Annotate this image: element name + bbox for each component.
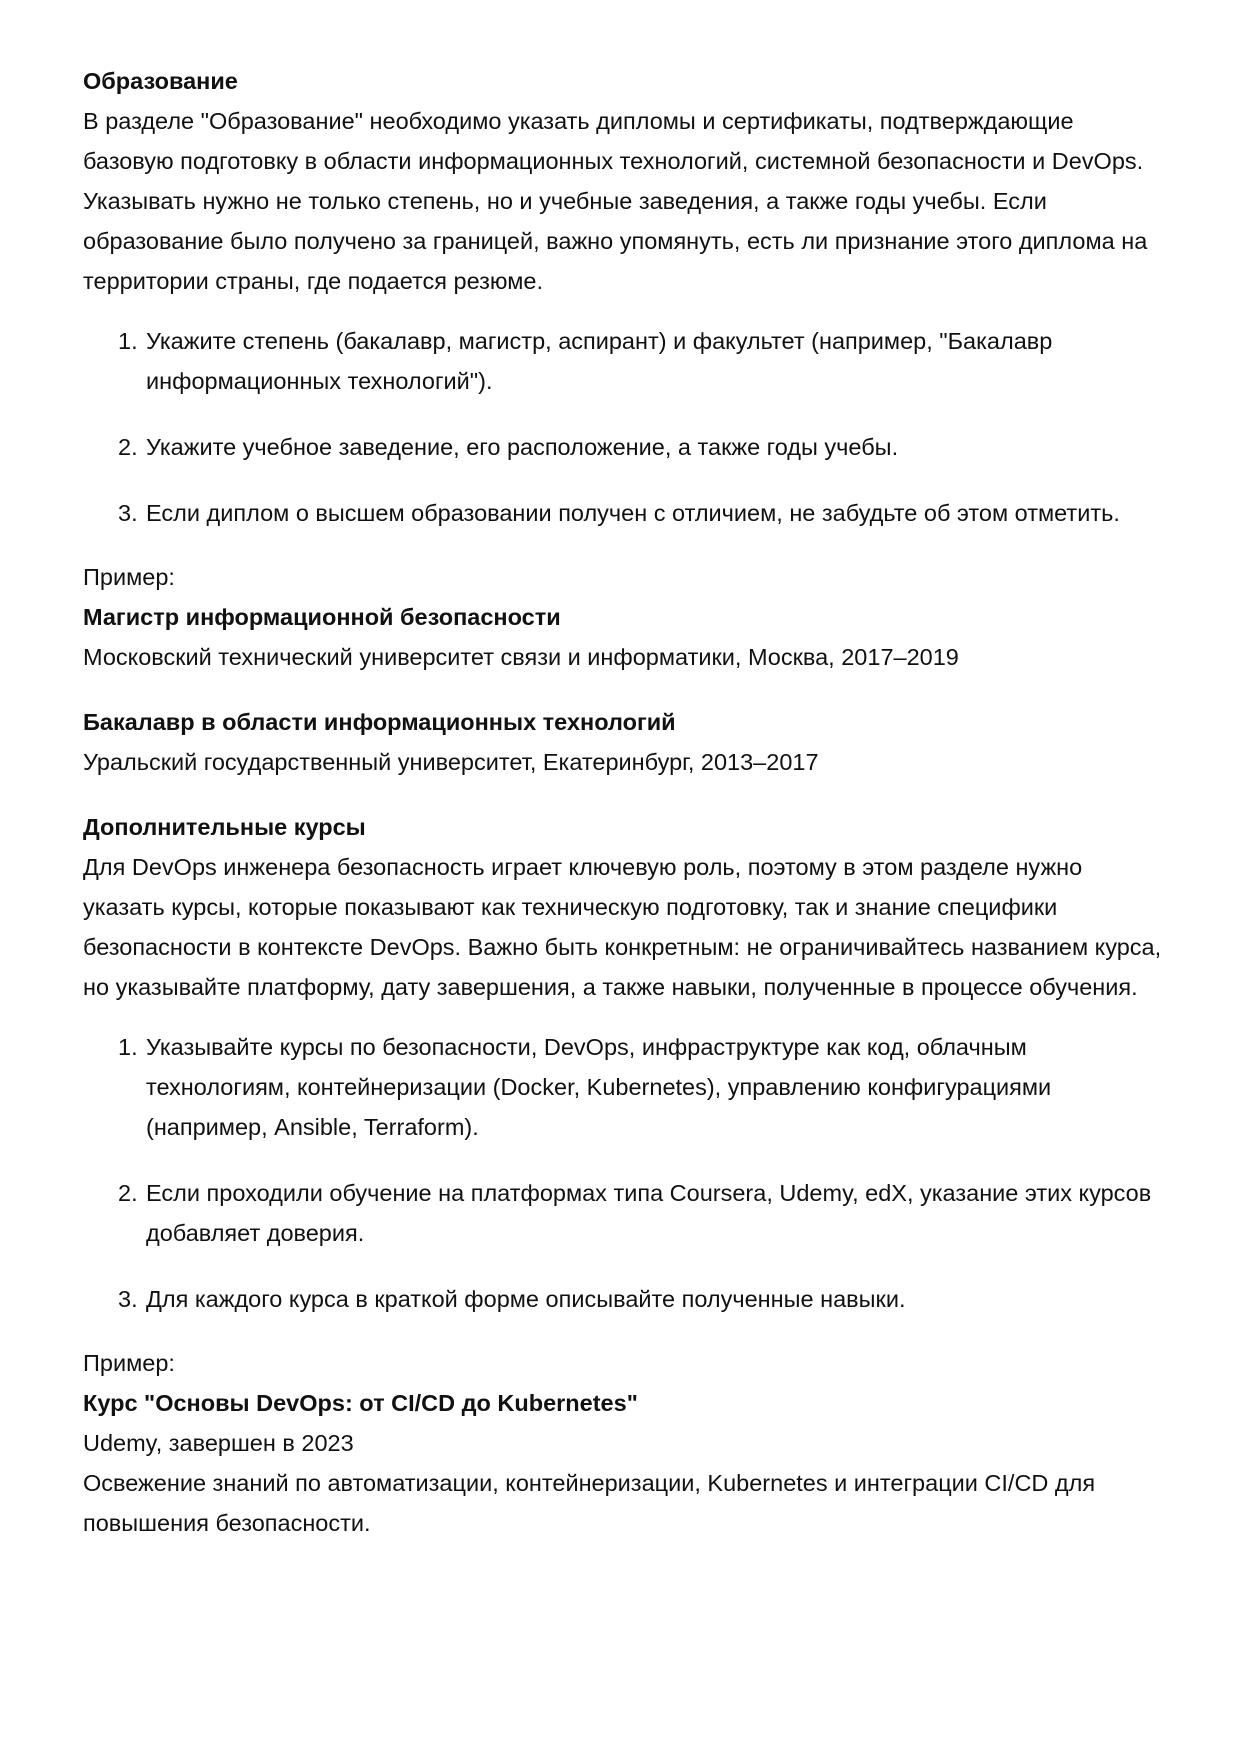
- courses-heading: Дополнительные курсы: [83, 814, 366, 840]
- list-item: [83, 1173, 1163, 1253]
- list-item-text: Для каждого курса в краткой форме описывайте полученные навыки.: [146, 1286, 906, 1312]
- list-item: [83, 427, 1163, 467]
- list-item-number: 2.: [118, 1180, 138, 1206]
- list-item-text: Если диплом о высшем образовании получен с отличием, не забудьте об этом отметить.: [146, 500, 1120, 526]
- courses-example-label: Пример:: [83, 1350, 175, 1376]
- education-section: [83, 61, 1163, 782]
- education-intro: В разделе "Образование" необходимо указать дипломы и сертификаты, подтверждающие базовую подготовку в области информационных технологий, системной безопасности и DevOps. Указывать нужно не только степень, но и учебные заведения, а также годы учебы. Если образование было получено за границей, важно упомянуть, есть ли признание этого диплома на территории страны, где подается резюме.: [83, 108, 1148, 294]
- courses-steps-list: [83, 1027, 1163, 1319]
- list-item-number: 1.: [118, 328, 138, 354]
- list-item-number: 3.: [118, 1286, 138, 1312]
- education-heading: Образование: [83, 68, 238, 94]
- education-steps-list: [83, 321, 1163, 533]
- list-item: [83, 321, 1163, 401]
- document-body: [83, 61, 1163, 1543]
- list-item-number: 3.: [118, 500, 138, 526]
- list-item-text: Укажите степень (бакалавр, магистр, аспирант) и факультет (например, "Бакалавр информационных технологий").: [146, 328, 1053, 394]
- list-item-number: 2.: [118, 434, 138, 460]
- list-item-text: Указывайте курсы по безопасности, DevOps, инфраструктуре как код, облачным технологиям, контейнеризации (Docker, Kubernetes), управлению конфигурациями (например, Ansible, Terraform).: [146, 1034, 1052, 1140]
- list-item: [83, 1279, 1163, 1319]
- list-item-text: Если проходили обучение на платформах типа Coursera, Udemy, edX, указание этих курсов добавляет доверия.: [146, 1180, 1152, 1246]
- courses-section: [83, 807, 1163, 1543]
- courses-example-platform: Udemy, завершен в 2023: [83, 1430, 354, 1456]
- courses-intro: Для DevOps инженера безопасность играет ключевую роль, поэтому в этом разделе нужно указать курсы, которые показывают как техническую подготовку, так и знание специфики безопасности в контексте DevOps. Важно быть конкретным: не ограничивайтесь названием курса, но указывайте платформу, дату завершения, а также навыки, полученные в процессе обучения.: [83, 854, 1162, 1000]
- list-item-number: 1.: [118, 1034, 138, 1060]
- courses-example-title: Курс "Основы DevOps: от CI/CD до Kubernetes": [83, 1390, 638, 1416]
- list-item-text: Укажите учебное заведение, его расположение, а также годы учебы.: [146, 434, 899, 460]
- courses-example-description: Освежение знаний по автоматизации, контейнеризации, Kubernetes и интеграции CI/CD для повышения безопасности.: [83, 1470, 1096, 1536]
- education-example-title-1: Магистр информационной безопасности: [83, 604, 561, 630]
- education-example-title-2: Бакалавр в области информационных технологий: [83, 709, 676, 735]
- list-item: [83, 1027, 1163, 1147]
- education-example-detail-2: Уральский государственный университет, Екатеринбург, 2013–2017: [83, 749, 819, 775]
- education-example-detail-1: Московский технический университет связи и информатики, Москва, 2017–2019: [83, 644, 959, 670]
- education-example-label: Пример:: [83, 564, 175, 590]
- list-item: [83, 493, 1163, 533]
